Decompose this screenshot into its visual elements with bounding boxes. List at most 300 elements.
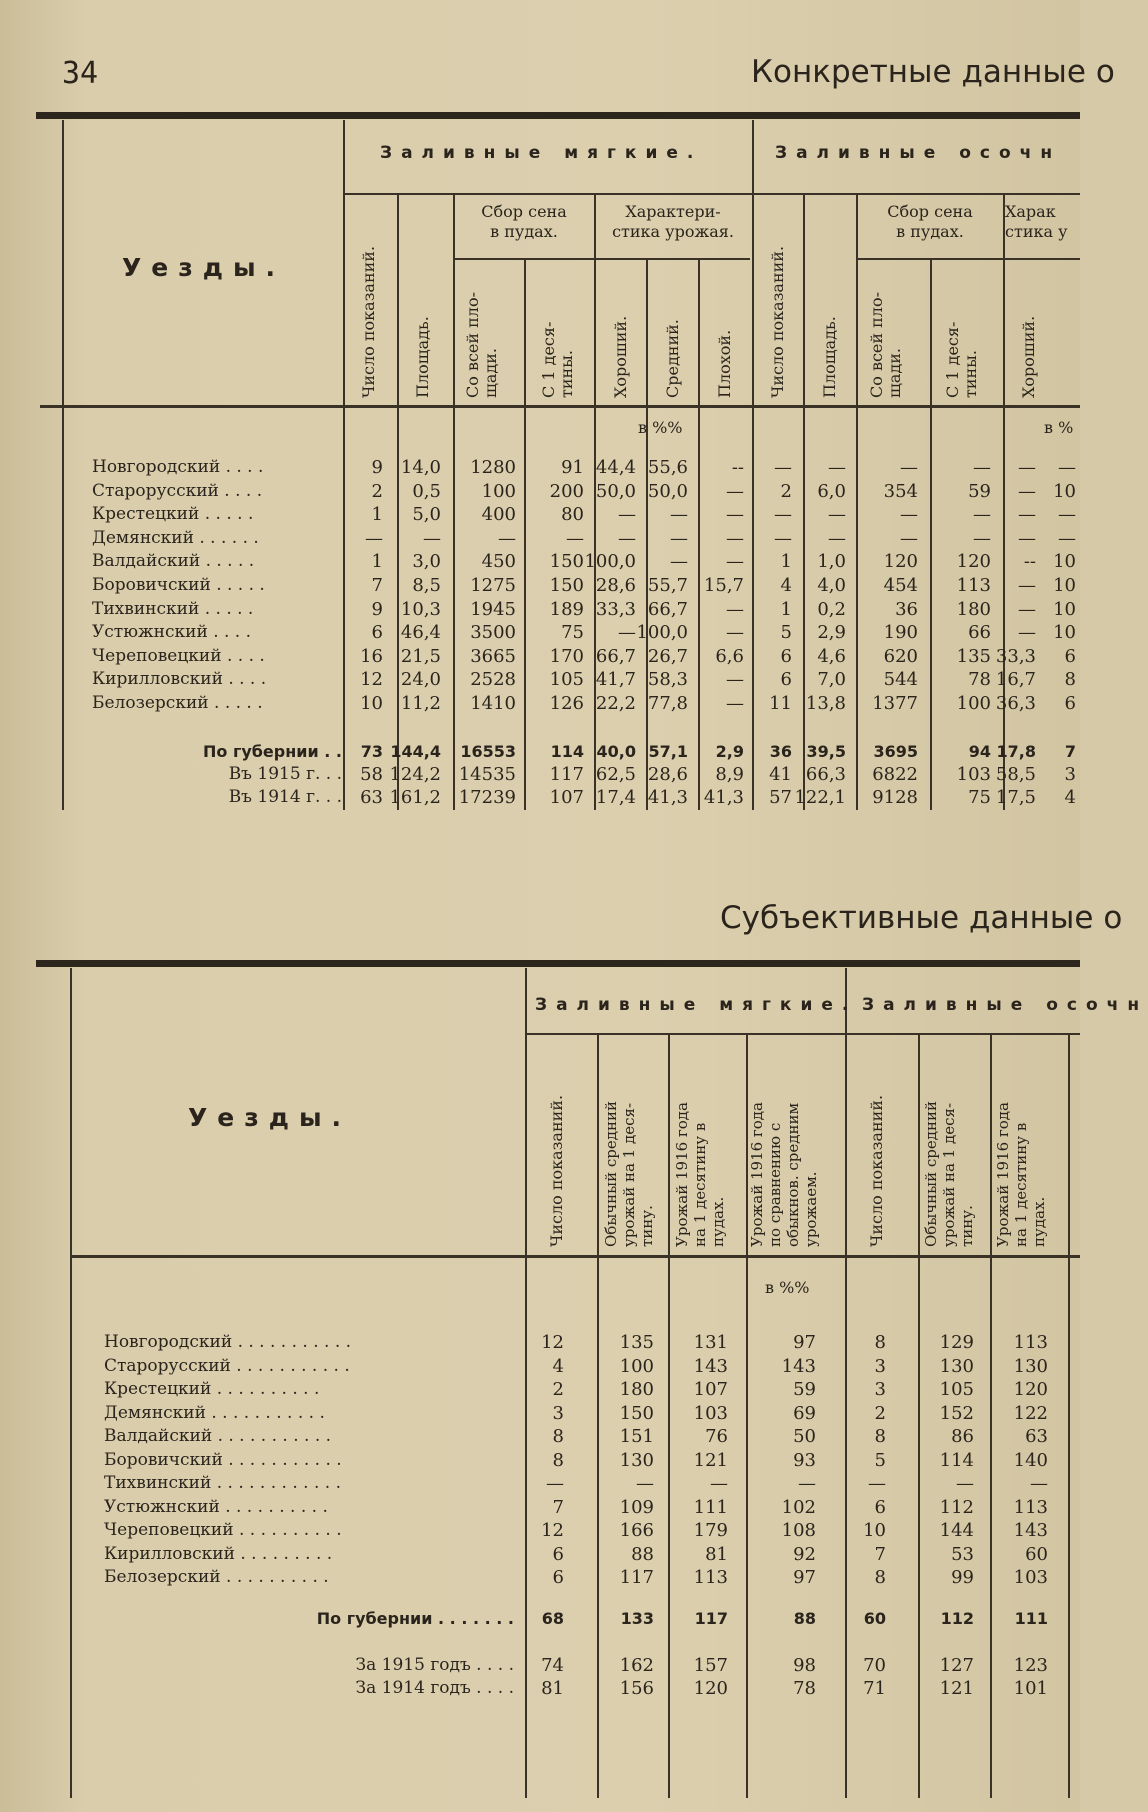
s1-cell: 1410 [470, 693, 516, 714]
s2-cell: 8 [552, 1426, 564, 1447]
s1-cell: — [1018, 457, 1036, 478]
s1-cell: 1 [371, 551, 383, 573]
s1-cell: 6822 [872, 764, 918, 785]
s1-cell: — [774, 527, 792, 549]
s1-cell: 1 [780, 551, 792, 573]
s1-cell: — [774, 457, 792, 478]
s1-cell: 124,2 [389, 764, 441, 785]
s2-row-name: Новгородский . . . . . . . . . . . [104, 1332, 352, 1352]
s2-cell: 59 [793, 1379, 816, 1400]
s1-cell: 17239 [458, 787, 516, 808]
s1-cell: 44,4 [595, 457, 636, 478]
s1-cell: 16 [360, 645, 383, 667]
s2-cell: 152 [939, 1402, 974, 1424]
s2-cell: 8 [874, 1567, 886, 1588]
s1-cell: 26,7 [647, 645, 688, 667]
s1-cell: 105 [549, 669, 584, 691]
s2-cell: 102 [781, 1496, 816, 1518]
page-number: 34 [62, 56, 99, 91]
s1-cell: 33,3 [595, 598, 636, 620]
s2-cell: 135 [619, 1332, 654, 1353]
s2-row-name: По губернии . . . . . . . [316, 1609, 514, 1628]
s2-cell: 166 [619, 1520, 654, 1541]
s1-cell: — [670, 527, 688, 549]
s1-cell: 100,0 [584, 551, 636, 573]
s1-cell: 120 [883, 551, 918, 573]
s1-row-name: Крестецкий . . . . . [92, 504, 254, 525]
s2-cell: 120 [693, 1678, 728, 1699]
s1-cell: 59 [968, 480, 991, 502]
s2-cell: 53 [951, 1543, 974, 1565]
s2-col-cmp: Урожай 1916 года по сравнению с обыкнов. средним урожаем. [748, 1102, 820, 1247]
s1-hay-total: Со всей пло- щади. [463, 291, 500, 398]
s1-cell: — [1058, 457, 1076, 478]
s2-cell: 98 [793, 1655, 816, 1676]
s1-cell: — [1018, 504, 1036, 526]
s2-cell: 76 [705, 1426, 728, 1447]
s2-row-name: За 1914 годъ . . . . [355, 1678, 514, 1698]
s1-cell: 1 [371, 504, 383, 526]
s2-cell: 81 [705, 1543, 728, 1565]
s1-cell: 10,3 [400, 598, 441, 620]
s1-cell: 4 [1064, 787, 1076, 808]
s1-cell: 0,5 [412, 480, 441, 502]
s2-cell: 7 [874, 1543, 886, 1565]
s1-cell: 1,0 [817, 551, 846, 573]
s1-cell: 190 [883, 622, 918, 644]
s1-g2-hay-per: С 1 деся- тины. [943, 321, 980, 398]
s1-g2-area: Площадь. [820, 316, 839, 398]
s2-cell: 6 [874, 1496, 886, 1518]
s1-cell: 63 [360, 787, 383, 808]
s1-cell: 9128 [872, 787, 918, 808]
s1-cell: 107 [549, 787, 584, 808]
s1-cell: 5,0 [412, 504, 441, 526]
s2-cell: 111 [1014, 1609, 1048, 1628]
s1-cell: 2 [780, 480, 792, 502]
s2-cell: 97 [793, 1332, 816, 1353]
s1-cell: 39,5 [806, 742, 846, 761]
s1-group2-label: Заливные осочн [775, 143, 1062, 163]
s1-cell: 1275 [470, 575, 516, 596]
s1-cell: 2528 [470, 669, 516, 691]
s2-cell: 113 [1013, 1332, 1048, 1353]
s1-cell: — [726, 551, 744, 573]
s2-cell: 88 [793, 1609, 816, 1628]
s2-cell: 7 [552, 1496, 564, 1518]
s1-cell: 10 [1053, 598, 1076, 620]
s2-row-name: Белозерский . . . . . . . . . . [104, 1567, 329, 1587]
s1-cell: 66,7 [647, 598, 688, 620]
s1-cell: 10 [1053, 622, 1076, 644]
s1-cell: 41 [769, 764, 792, 785]
s2-cell: 111 [693, 1496, 728, 1518]
s2-cell: — [546, 1473, 564, 1494]
s2-cell: — [798, 1473, 816, 1494]
s1-g2-hay-total: Со всей пло- щади. [867, 291, 904, 398]
s1-cell: 1377 [872, 693, 918, 714]
s2-cell: 130 [1013, 1355, 1048, 1377]
s1-cell: 14535 [458, 764, 516, 785]
s1-row-name: Череповецкий . . . . [92, 645, 265, 666]
s2-group2-label: Заливные осочн [862, 995, 1148, 1015]
s1-cell: 57,1 [648, 742, 688, 761]
s2-cell: 109 [619, 1496, 654, 1518]
s2-cell: 162 [619, 1655, 654, 1676]
s2-cell: 8 [874, 1426, 886, 1447]
s1-cell: 7,0 [817, 669, 846, 691]
s2-cell: 5 [874, 1449, 886, 1471]
s1-cell: — [726, 480, 744, 502]
s1-cell: 91 [561, 457, 584, 478]
s1-cell: 33,3 [995, 645, 1036, 667]
s2-cell: 86 [951, 1426, 974, 1447]
s1-g2-count: Число показаний. [768, 245, 787, 398]
s1-cell: — [726, 693, 744, 714]
s1-cell: — [726, 527, 744, 549]
s2-cell: 88 [631, 1543, 654, 1565]
s2-cell: 74 [541, 1655, 564, 1676]
s2-cell: 130 [619, 1449, 654, 1471]
s1-row-name: Валдайский . . . . . [92, 551, 255, 572]
top-rule [36, 112, 1080, 119]
s2-cell: 140 [1013, 1449, 1048, 1471]
s1-cell: 41,3 [703, 787, 744, 808]
s1-cell: 57 [769, 787, 792, 808]
s2-cell: 6 [552, 1567, 564, 1588]
s2-cell: 156 [619, 1678, 654, 1699]
s2-cell: 131 [693, 1332, 728, 1353]
s1-cell: 78 [968, 669, 991, 691]
s1-cell: 4,0 [817, 575, 846, 596]
s1-cell: 1280 [470, 457, 516, 478]
s1-cell: 50,0 [595, 480, 636, 502]
s2-cell: 151 [619, 1426, 654, 1447]
s1-cell: 11 [769, 693, 792, 714]
s1-cell: 66,3 [805, 764, 846, 785]
s1-cell: — [365, 527, 383, 549]
s1-cell: 24,0 [400, 669, 441, 691]
s1-cell: 100 [481, 480, 516, 502]
s1-cell: 4 [780, 575, 792, 596]
s2-cell: 143 [1013, 1520, 1048, 1541]
s1-cell: — [1018, 527, 1036, 549]
s1-cell: 3,0 [412, 551, 441, 573]
s2-col-count: Число показаний. [547, 1094, 566, 1247]
s1-group1-label: Заливные мягкие. [380, 143, 703, 163]
s2-row-name: Череповецкий . . . . . . . . . . [104, 1520, 342, 1540]
s1-cell: 544 [883, 669, 918, 691]
s2-cell: 78 [793, 1678, 816, 1699]
s1-cell: 7 [371, 575, 383, 596]
s1-cell: 66,7 [595, 645, 636, 667]
s1-hay-header: Сбор сена в пудах. [481, 202, 567, 241]
s2-cell: 129 [939, 1332, 974, 1353]
s1-row-name: Въ 1915 г. . . [228, 764, 342, 784]
s2-cell: 70 [863, 1655, 886, 1676]
s1-unit-percent: в %% [638, 418, 683, 437]
s1-hay-per: С 1 деся- тины. [539, 321, 576, 398]
s1-cell: 3500 [470, 622, 516, 644]
s1-cell: 354 [883, 480, 918, 502]
s1-cell: 2,9 [715, 742, 744, 761]
s1-cell: 1 [780, 598, 792, 620]
s1-cell: 8,5 [412, 575, 441, 596]
s1-g2-hay-header: Сбор сена в пудах. [887, 202, 973, 241]
s1-cell: 126 [549, 693, 584, 714]
s1-cell: 40,0 [596, 742, 636, 761]
s2-cell: 103 [1013, 1567, 1048, 1588]
s1-char-mid: Средний. [663, 319, 682, 398]
s2-cell: — [868, 1473, 886, 1494]
s1-cell: 0,2 [817, 598, 846, 620]
s1-cell: 36 [895, 598, 918, 620]
s1-cell: 58 [360, 764, 383, 785]
s1-cell: 400 [481, 504, 516, 526]
s2-cell: 112 [939, 1496, 974, 1518]
s1-g2-char-good: Хороший. [1019, 315, 1038, 398]
s1-cell: 41,7 [595, 669, 636, 691]
s2-cell: 113 [693, 1567, 728, 1588]
s1-cell: 135 [956, 645, 991, 667]
s2-col-usual: Обычный средний урожай на 1 деся- тину. [602, 1101, 656, 1247]
s1-cell: — [618, 504, 636, 526]
s1-cell: 46,4 [400, 622, 441, 644]
s1-cell: 6 [371, 622, 383, 644]
s1-cell: — [1018, 622, 1036, 644]
s2-row-name: Устюжнский . . . . . . . . . . [104, 1496, 328, 1517]
s1-cell: -- [731, 457, 744, 478]
s1-cell: — [670, 551, 688, 573]
s1-cell: — [618, 622, 636, 644]
s2-row-name: Валдайский . . . . . . . . . . . [104, 1426, 332, 1446]
s2-cell: — [1030, 1473, 1048, 1494]
s1-cell: 17,4 [595, 787, 636, 808]
s1-cell: — [618, 527, 636, 549]
section2-title: Субъективные данные о [720, 900, 1123, 936]
s1-row-name: Старорусский . . . . [92, 480, 263, 501]
s1-cell: 16553 [460, 742, 516, 761]
s1-cell: — [566, 527, 584, 549]
s2-cell: 180 [619, 1379, 654, 1400]
s2-cell: 121 [693, 1449, 728, 1471]
s1-cell: 6,0 [817, 480, 846, 502]
s1-cell: 3665 [470, 645, 516, 667]
s1-cell: 180 [956, 598, 991, 620]
s1-cell: 11,2 [400, 693, 441, 714]
s1-cell: 21,5 [400, 645, 441, 667]
s1-cell: 189 [549, 598, 584, 620]
s1-char-good: Хороший. [611, 315, 630, 398]
s1-cell: 17,5 [995, 787, 1036, 808]
s2-cell: 81 [541, 1678, 564, 1699]
s2-cell: 127 [939, 1655, 974, 1676]
s2-cell: 12 [541, 1520, 564, 1541]
s2-row-name: Тихвинский . . . . . . . . . . . . [104, 1473, 341, 1493]
s2-g2-1916: Урожай 1916 года на 1 десятину в пудах. [994, 1102, 1048, 1247]
s1-cell: 10 [1053, 551, 1076, 573]
s2-cell: 69 [793, 1402, 816, 1424]
s1-cell: 7 [1064, 742, 1076, 761]
s1-row-name: Боровичский . . . . . [92, 575, 265, 595]
s2-cell: 150 [619, 1402, 654, 1424]
s2-uezdy-heading: Уезды. [188, 1103, 352, 1132]
s2-cell: 50 [793, 1426, 816, 1447]
s1-cell: 161,2 [389, 787, 441, 808]
s1-cell: — [498, 527, 516, 549]
s2-cell: 113 [1013, 1496, 1048, 1518]
s1-cell: 28,6 [595, 575, 636, 596]
s1-cell: 120 [956, 551, 991, 573]
s2-cell: — [710, 1473, 728, 1494]
s1-cell: — [774, 504, 792, 526]
s2-g2-usual: Обычный средний урожай на 1 деся- тину. [922, 1101, 976, 1247]
s2-cell: 143 [693, 1355, 728, 1377]
s1-cell: 3695 [873, 742, 918, 761]
s2-cell: 101 [1013, 1678, 1048, 1699]
s1-row-name: Новгородский . . . . [92, 457, 264, 477]
s1-cell: 80 [561, 504, 584, 526]
s1-cell: 100 [956, 693, 991, 714]
s1-cell: — [973, 504, 991, 526]
s2-row-name: Демянский . . . . . . . . . . . [104, 1402, 325, 1423]
s2-cell: 3 [874, 1355, 886, 1377]
s2-cell: — [956, 1473, 974, 1494]
s2-cell: 3 [552, 1402, 564, 1424]
s1-row-name: Тихвинский . . . . . [92, 598, 254, 619]
s1-cell: 100,0 [636, 622, 688, 644]
s1-cell: 122,1 [794, 787, 846, 808]
s1-cell: 14,0 [400, 457, 441, 478]
s1-cell: 450 [481, 551, 516, 573]
s1-cell: -- [1023, 551, 1036, 573]
s1-cell: 6 [780, 645, 792, 667]
s1-cell: 170 [549, 645, 584, 667]
s1-cell: 36,3 [995, 693, 1036, 714]
s2-cell: 2 [552, 1379, 564, 1400]
s1-cell: 58,3 [647, 669, 688, 691]
s2-cell: 8 [552, 1449, 564, 1471]
s1-cell: 13,8 [805, 693, 846, 714]
s1-cell: 2 [371, 480, 383, 502]
s2-cell: 12 [541, 1332, 564, 1353]
s1-cell: 12 [360, 669, 383, 691]
s1-cell: 6 [780, 669, 792, 691]
s2-cell: 105 [939, 1379, 974, 1400]
s1-cell: 150 [549, 575, 584, 596]
s2-cell: 108 [781, 1520, 816, 1541]
s2-cell: 123 [1013, 1655, 1048, 1676]
s1-cell: — [1058, 504, 1076, 526]
s2-g2-count: Число показаний. [867, 1094, 886, 1247]
s1-cell: — [900, 527, 918, 549]
s2-col-1916: Урожай 1916 года на 1 десятину в пудах. [673, 1102, 727, 1247]
s1-col-area: Площадь. [413, 316, 432, 398]
s1-cell: 10 [360, 693, 383, 714]
s1-cell: 28,6 [647, 764, 688, 785]
s1-cell: 58,5 [995, 764, 1036, 785]
s1-cell: 9 [371, 457, 383, 478]
s2-cell: 99 [951, 1567, 974, 1588]
s1-cell: 8 [1064, 669, 1076, 691]
s1-cell: 9 [371, 598, 383, 620]
s2-cell: 2 [874, 1402, 886, 1424]
s1-row-name: Демянский . . . . . . [92, 527, 259, 548]
s1-cell: 10 [1053, 575, 1076, 596]
s1-cell: 50,0 [647, 480, 688, 502]
s2-cell: 103 [693, 1402, 728, 1424]
s1-cell: 144,4 [390, 742, 441, 761]
s1-cell: 113 [956, 575, 991, 596]
s1-cell: 114 [550, 742, 584, 761]
s2-cell: 8 [874, 1332, 886, 1353]
s1-cell: 15,7 [703, 575, 744, 596]
s1-cell: — [670, 504, 688, 526]
s2-row-name: Боровичский . . . . . . . . . . . [104, 1449, 342, 1470]
s2-cell: 97 [793, 1567, 816, 1588]
s1-cell: — [828, 527, 846, 549]
s2-cell: 117 [694, 1609, 728, 1628]
s1-cell: 16,7 [995, 669, 1036, 691]
s1-cell: 73 [360, 742, 383, 761]
s1-cell: — [1018, 598, 1036, 620]
s1-cell: 17,8 [996, 742, 1036, 761]
s1-cell: — [973, 457, 991, 478]
s1-char-header: Характери- стика урожая. [612, 202, 734, 241]
s1-cell: 5 [780, 622, 792, 644]
s2-cell: 60 [1025, 1543, 1048, 1565]
s2-cell: 10 [863, 1520, 886, 1541]
s2-cell: 130 [939, 1355, 974, 1377]
s1-cell: 36 [769, 742, 792, 761]
s1-row-name: Кирилловский . . . . [92, 669, 267, 690]
s1-cell: 1945 [470, 598, 516, 620]
s2-cell: 71 [863, 1678, 886, 1699]
s2-cell: 68 [541, 1609, 564, 1628]
s2-cell: 100 [619, 1355, 654, 1377]
s1-cell: 103 [956, 764, 991, 785]
s2-cell: 157 [693, 1655, 728, 1676]
s1-cell: — [1018, 480, 1036, 502]
s1-col-count: Число показаний. [359, 245, 378, 398]
s1-cell: 10 [1053, 480, 1076, 502]
s1-cell: 6 [1064, 693, 1076, 714]
s2-cell: 179 [693, 1520, 728, 1541]
s2-cell: 60 [863, 1609, 886, 1628]
s1-cell: — [828, 504, 846, 526]
s1-cell: 6,6 [715, 645, 744, 667]
s1-cell: 8,9 [715, 764, 744, 785]
s1-cell: 41,3 [647, 787, 688, 808]
s1-char-bad: Плохой. [715, 329, 734, 398]
s1-row-name: Устюжнский . . . . [92, 622, 252, 643]
s1-cell: 454 [883, 575, 918, 596]
s2-cell: 3 [874, 1379, 886, 1400]
s1-cell: 6 [1064, 645, 1076, 667]
s1-cell: 94 [968, 742, 991, 761]
s1-cell: 55,7 [647, 575, 688, 596]
s1-cell: 150 [549, 551, 584, 573]
s1-cell: 22,2 [595, 693, 636, 714]
s2-row-name: Старорусский . . . . . . . . . . . [104, 1355, 350, 1376]
s2-cell: 133 [620, 1609, 654, 1628]
s2-cell: 4 [552, 1355, 564, 1377]
s1-cell: — [900, 504, 918, 526]
s1-cell: — [726, 598, 744, 620]
s2-cell: 6 [552, 1543, 564, 1565]
s2-cell: 114 [939, 1449, 974, 1471]
s2-row-name: За 1915 годъ . . . . [355, 1655, 514, 1675]
